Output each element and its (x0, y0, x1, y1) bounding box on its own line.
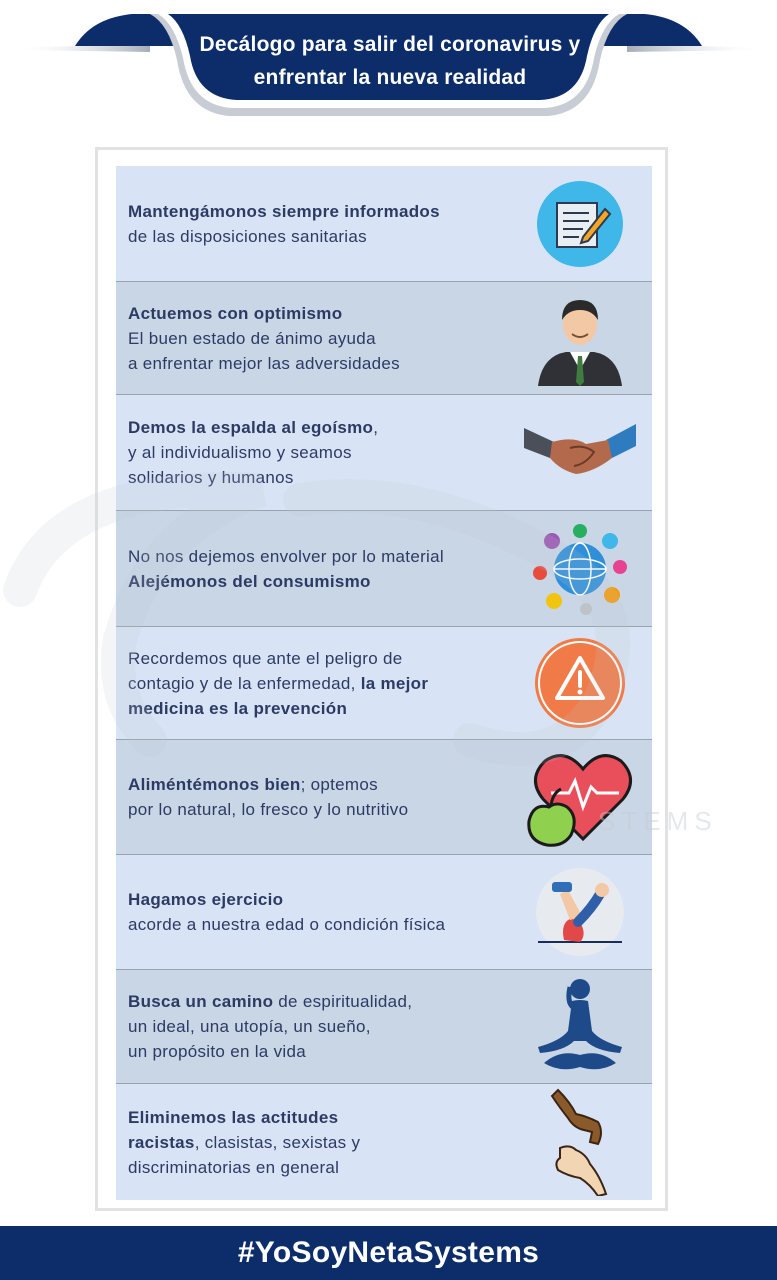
list-item (116, 855, 652, 970)
item-bold-text: Aliméntémonos bien (128, 775, 301, 794)
handshake-icon (524, 403, 636, 503)
item-text-line: a enfrentar mejor las adversidades (128, 353, 400, 373)
title-line-1: Decálogo para salir del coronavirus y (199, 33, 581, 56)
item-text-line: por lo natural, lo fresco y lo nutritivo (128, 800, 409, 819)
watermark-text: STEMS (598, 806, 718, 836)
page-title (170, 28, 610, 94)
item-bold-text: Alejémonos del consumismo (128, 571, 371, 591)
item-text-line: discriminatorias en general (128, 1157, 340, 1177)
list-item (116, 627, 652, 740)
footer-bar (0, 1226, 777, 1280)
title-line-2: enfrentar la nueva realidad (253, 66, 527, 89)
item-bold-text: Demos la espalda al egoísmo (128, 418, 374, 437)
header-banner (0, 0, 777, 140)
item-text-line: Recordemos que ante el peligro de (128, 648, 403, 668)
item-text (116, 1105, 528, 1180)
list-item (116, 970, 652, 1084)
footer-hashtag: #YoSoyNetaSystems (237, 1236, 540, 1269)
item-bold-text: Mantengámonos siempre informados (128, 201, 440, 221)
item-bold-text: Eliminemos las actitudes (128, 1107, 339, 1127)
item-bold-text: medicina es la prevención (128, 698, 348, 718)
item-text-line: y al individualismo y seamos (128, 443, 352, 462)
item-text (116, 544, 528, 594)
item-text (116, 646, 528, 721)
exercise-icon (524, 862, 636, 962)
heart-apple-icon (524, 747, 636, 847)
item-text-line: El buen estado de ánimo ayuda (128, 328, 376, 348)
item-text-fragment: , (373, 418, 379, 437)
item-text-line: un ideal, una utopía, un sueño, (128, 1017, 371, 1036)
list-item (116, 1084, 652, 1200)
list-item (116, 282, 652, 395)
list-item (116, 395, 652, 511)
reaching-hands-icon (524, 1092, 636, 1192)
list-item (116, 511, 652, 627)
item-text-fragment: de espiritualidad, (273, 992, 413, 1011)
item-text (116, 199, 528, 249)
item-bold-text: Actuemos con optimismo (128, 303, 343, 323)
globe-social-icon (524, 519, 636, 619)
item-text (116, 989, 528, 1064)
item-text-line: un propósito en la vida (128, 1042, 306, 1061)
item-text (116, 772, 528, 822)
businessman-icon (524, 288, 636, 388)
item-text-fragment: , clasistas, sexistas y (194, 1132, 361, 1152)
decalogue-list (116, 166, 652, 1200)
item-text-line: de las disposiciones sanitarias (128, 226, 367, 246)
item-text-line: acorde a nuestra edad o condición física (128, 915, 446, 934)
item-bold-text: la mejor (360, 673, 429, 693)
item-bold-text: racistas (128, 1132, 195, 1152)
item-text-fragment: ; optemos (300, 775, 378, 794)
notepad-icon (524, 174, 636, 274)
item-text-line: solidarios y humanos (128, 468, 294, 487)
item-text (116, 887, 528, 937)
item-bold-text: Hagamos ejercicio (128, 890, 284, 909)
list-item (116, 740, 652, 855)
meditation-icon (524, 977, 636, 1077)
item-bold-text: Busca un camino (128, 992, 274, 1011)
warning-icon (524, 633, 636, 733)
item-text-line: No nos dejemos envolver por lo material (128, 546, 444, 566)
list-item (116, 166, 652, 282)
item-text (116, 301, 528, 376)
item-text (116, 415, 528, 490)
item-text-fragment: contagio y de la enfermedad, (128, 673, 361, 693)
